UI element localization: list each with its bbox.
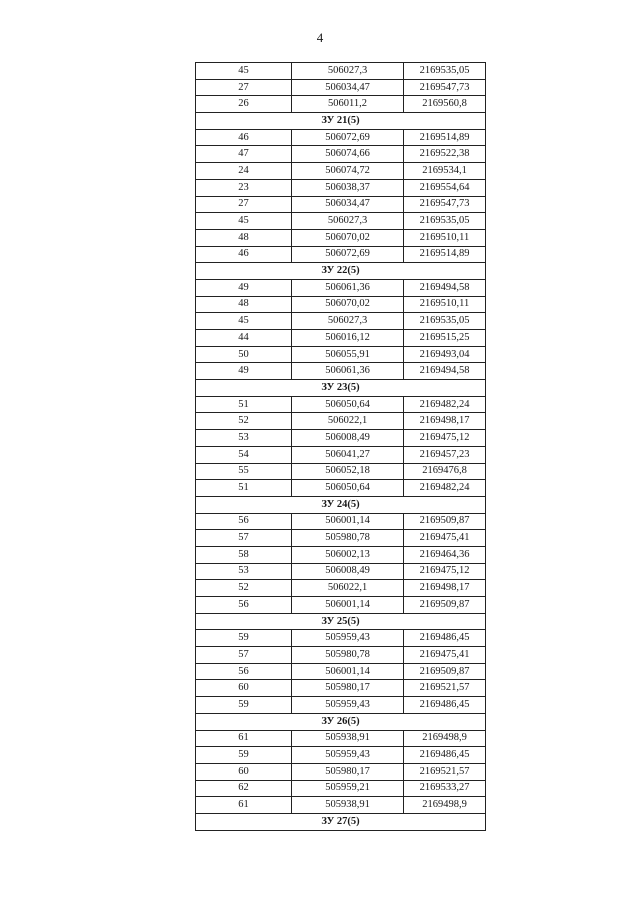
point-number-cell: 44 (196, 330, 292, 347)
y-coordinate-cell: 2169486,45 (404, 747, 486, 764)
y-coordinate-cell: 2169486,45 (404, 697, 486, 714)
section-header-row (196, 380, 486, 397)
x-coordinate-cell: 506011,2 (292, 96, 404, 113)
section-label: ЗУ 23(5) (196, 380, 486, 397)
point-number-cell: 60 (196, 763, 292, 780)
y-coordinate-cell: 2169510,11 (404, 229, 486, 246)
section-header-row (196, 713, 486, 730)
point-number-cell: 61 (196, 730, 292, 747)
point-number-cell: 60 (196, 680, 292, 697)
point-number-cell: 27 (196, 79, 292, 96)
y-coordinate-cell: 2169510,11 (404, 296, 486, 313)
table-row (196, 96, 486, 113)
table-row (196, 747, 486, 764)
table-row (196, 680, 486, 697)
x-coordinate-cell: 506001,14 (292, 663, 404, 680)
point-number-cell: 23 (196, 179, 292, 196)
table-row (196, 463, 486, 480)
page-number: 4 (316, 30, 324, 45)
y-coordinate-cell: 2169509,87 (404, 597, 486, 614)
x-coordinate-cell: 506001,14 (292, 597, 404, 614)
point-number-cell: 56 (196, 597, 292, 614)
x-coordinate-cell: 506050,64 (292, 396, 404, 413)
point-number-cell: 52 (196, 413, 292, 430)
y-coordinate-cell: 2169509,87 (404, 663, 486, 680)
y-coordinate-cell: 2169509,87 (404, 513, 486, 530)
y-coordinate-cell: 2169494,58 (404, 363, 486, 380)
point-number-cell: 58 (196, 546, 292, 563)
x-coordinate-cell: 506041,27 (292, 446, 404, 463)
x-coordinate-cell: 506022,1 (292, 413, 404, 430)
section-header-row (196, 496, 486, 513)
y-coordinate-cell: 2169464,36 (404, 546, 486, 563)
table-row (196, 597, 486, 614)
section-label: ЗУ 24(5) (196, 496, 486, 513)
point-number-cell: 24 (196, 163, 292, 180)
y-coordinate-cell: 2169476,8 (404, 463, 486, 480)
coordinates-table (195, 62, 486, 831)
section-header-row (196, 113, 486, 130)
point-number-cell: 57 (196, 530, 292, 547)
point-number-cell: 45 (196, 213, 292, 230)
table-row (196, 279, 486, 296)
y-coordinate-cell: 2169493,04 (404, 346, 486, 363)
section-header-row (196, 613, 486, 630)
y-coordinate-cell: 2169457,23 (404, 446, 486, 463)
table-row (196, 580, 486, 597)
y-coordinate-cell: 2169534,1 (404, 163, 486, 180)
table-row (196, 697, 486, 714)
y-coordinate-cell: 2169482,24 (404, 396, 486, 413)
x-coordinate-cell: 506061,36 (292, 363, 404, 380)
x-coordinate-cell: 505959,43 (292, 747, 404, 764)
section-label: ЗУ 27(5) (196, 813, 486, 830)
x-coordinate-cell: 506052,18 (292, 463, 404, 480)
y-coordinate-cell: 2169475,12 (404, 430, 486, 447)
table-row (196, 513, 486, 530)
point-number-cell: 53 (196, 563, 292, 580)
x-coordinate-cell: 505980,78 (292, 530, 404, 547)
table-row (196, 480, 486, 497)
table-row (196, 797, 486, 814)
y-coordinate-cell: 2169535,05 (404, 213, 486, 230)
table-row (196, 146, 486, 163)
table-row (196, 196, 486, 213)
table-row (196, 363, 486, 380)
y-coordinate-cell: 2169514,89 (404, 246, 486, 263)
x-coordinate-cell: 506027,3 (292, 313, 404, 330)
table-row (196, 413, 486, 430)
x-coordinate-cell: 506034,47 (292, 196, 404, 213)
x-coordinate-cell: 506070,02 (292, 296, 404, 313)
y-coordinate-cell: 2169498,17 (404, 413, 486, 430)
x-coordinate-cell: 506072,69 (292, 246, 404, 263)
x-coordinate-cell: 505938,91 (292, 730, 404, 747)
table-row (196, 63, 486, 80)
table-row (196, 296, 486, 313)
point-number-cell: 61 (196, 797, 292, 814)
point-number-cell: 51 (196, 480, 292, 497)
x-coordinate-cell: 506055,91 (292, 346, 404, 363)
y-coordinate-cell: 2169475,41 (404, 530, 486, 547)
y-coordinate-cell: 2169494,58 (404, 279, 486, 296)
point-number-cell: 53 (196, 430, 292, 447)
table-row (196, 330, 486, 347)
point-number-cell: 45 (196, 63, 292, 80)
section-header-row (196, 813, 486, 830)
y-coordinate-cell: 2169498,17 (404, 580, 486, 597)
y-coordinate-cell: 2169482,24 (404, 480, 486, 497)
x-coordinate-cell: 506027,3 (292, 63, 404, 80)
x-coordinate-cell: 505959,43 (292, 697, 404, 714)
y-coordinate-cell: 2169521,57 (404, 763, 486, 780)
x-coordinate-cell: 506038,37 (292, 179, 404, 196)
x-coordinate-cell: 506016,12 (292, 330, 404, 347)
table-row (196, 430, 486, 447)
y-coordinate-cell: 2169533,27 (404, 780, 486, 797)
table-row (196, 213, 486, 230)
coordinates-table-body (196, 63, 486, 831)
y-coordinate-cell: 2169514,89 (404, 129, 486, 146)
y-coordinate-cell: 2169498,9 (404, 797, 486, 814)
point-number-cell: 59 (196, 630, 292, 647)
point-number-cell: 55 (196, 463, 292, 480)
point-number-cell: 50 (196, 346, 292, 363)
table-row (196, 546, 486, 563)
table-row (196, 530, 486, 547)
point-number-cell: 48 (196, 296, 292, 313)
section-header-row (196, 263, 486, 280)
table-row (196, 246, 486, 263)
x-coordinate-cell: 506002,13 (292, 546, 404, 563)
point-number-cell: 52 (196, 580, 292, 597)
section-label: ЗУ 21(5) (196, 113, 486, 130)
x-coordinate-cell: 505938,91 (292, 797, 404, 814)
point-number-cell: 59 (196, 697, 292, 714)
point-number-cell: 46 (196, 246, 292, 263)
x-coordinate-cell: 506034,47 (292, 79, 404, 96)
point-number-cell: 57 (196, 647, 292, 664)
table-row (196, 229, 486, 246)
x-coordinate-cell: 505980,78 (292, 647, 404, 664)
table-row (196, 179, 486, 196)
section-label: ЗУ 25(5) (196, 613, 486, 630)
y-coordinate-cell: 2169521,57 (404, 680, 486, 697)
point-number-cell: 27 (196, 196, 292, 213)
y-coordinate-cell: 2169486,45 (404, 630, 486, 647)
point-number-cell: 59 (196, 747, 292, 764)
table-row (196, 446, 486, 463)
x-coordinate-cell: 506050,64 (292, 480, 404, 497)
x-coordinate-cell: 506072,69 (292, 129, 404, 146)
table-row (196, 630, 486, 647)
point-number-cell: 49 (196, 279, 292, 296)
x-coordinate-cell: 506074,72 (292, 163, 404, 180)
x-coordinate-cell: 506001,14 (292, 513, 404, 530)
table-row (196, 763, 486, 780)
y-coordinate-cell: 2169522,38 (404, 146, 486, 163)
section-label: ЗУ 26(5) (196, 713, 486, 730)
x-coordinate-cell: 506022,1 (292, 580, 404, 597)
y-coordinate-cell: 2169498,9 (404, 730, 486, 747)
x-coordinate-cell: 506074,66 (292, 146, 404, 163)
point-number-cell: 56 (196, 663, 292, 680)
y-coordinate-cell: 2169547,73 (404, 196, 486, 213)
section-label: ЗУ 22(5) (196, 263, 486, 280)
table-row (196, 79, 486, 96)
point-number-cell: 48 (196, 229, 292, 246)
point-number-cell: 47 (196, 146, 292, 163)
point-number-cell: 56 (196, 513, 292, 530)
x-coordinate-cell: 505980,17 (292, 763, 404, 780)
y-coordinate-cell: 2169475,41 (404, 647, 486, 664)
y-coordinate-cell: 2169535,05 (404, 313, 486, 330)
x-coordinate-cell: 506027,3 (292, 213, 404, 230)
point-number-cell: 46 (196, 129, 292, 146)
point-number-cell: 54 (196, 446, 292, 463)
x-coordinate-cell: 506061,36 (292, 279, 404, 296)
table-row (196, 780, 486, 797)
point-number-cell: 51 (196, 396, 292, 413)
point-number-cell: 49 (196, 363, 292, 380)
table-row (196, 129, 486, 146)
y-coordinate-cell: 2169547,73 (404, 79, 486, 96)
x-coordinate-cell: 505959,43 (292, 630, 404, 647)
x-coordinate-cell: 506008,49 (292, 563, 404, 580)
point-number-cell: 62 (196, 780, 292, 797)
table-row (196, 163, 486, 180)
x-coordinate-cell: 506070,02 (292, 229, 404, 246)
table-row (196, 730, 486, 747)
y-coordinate-cell: 2169515,25 (404, 330, 486, 347)
y-coordinate-cell: 2169560,8 (404, 96, 486, 113)
y-coordinate-cell: 2169535,05 (404, 63, 486, 80)
x-coordinate-cell: 506008,49 (292, 430, 404, 447)
point-number-cell: 45 (196, 313, 292, 330)
table-row (196, 313, 486, 330)
table-row (196, 396, 486, 413)
x-coordinate-cell: 505980,17 (292, 680, 404, 697)
table-row (196, 663, 486, 680)
y-coordinate-cell: 2169554,64 (404, 179, 486, 196)
table-row (196, 346, 486, 363)
point-number-cell: 26 (196, 96, 292, 113)
y-coordinate-cell: 2169475,12 (404, 563, 486, 580)
table-row (196, 563, 486, 580)
table-row (196, 647, 486, 664)
x-coordinate-cell: 505959,21 (292, 780, 404, 797)
